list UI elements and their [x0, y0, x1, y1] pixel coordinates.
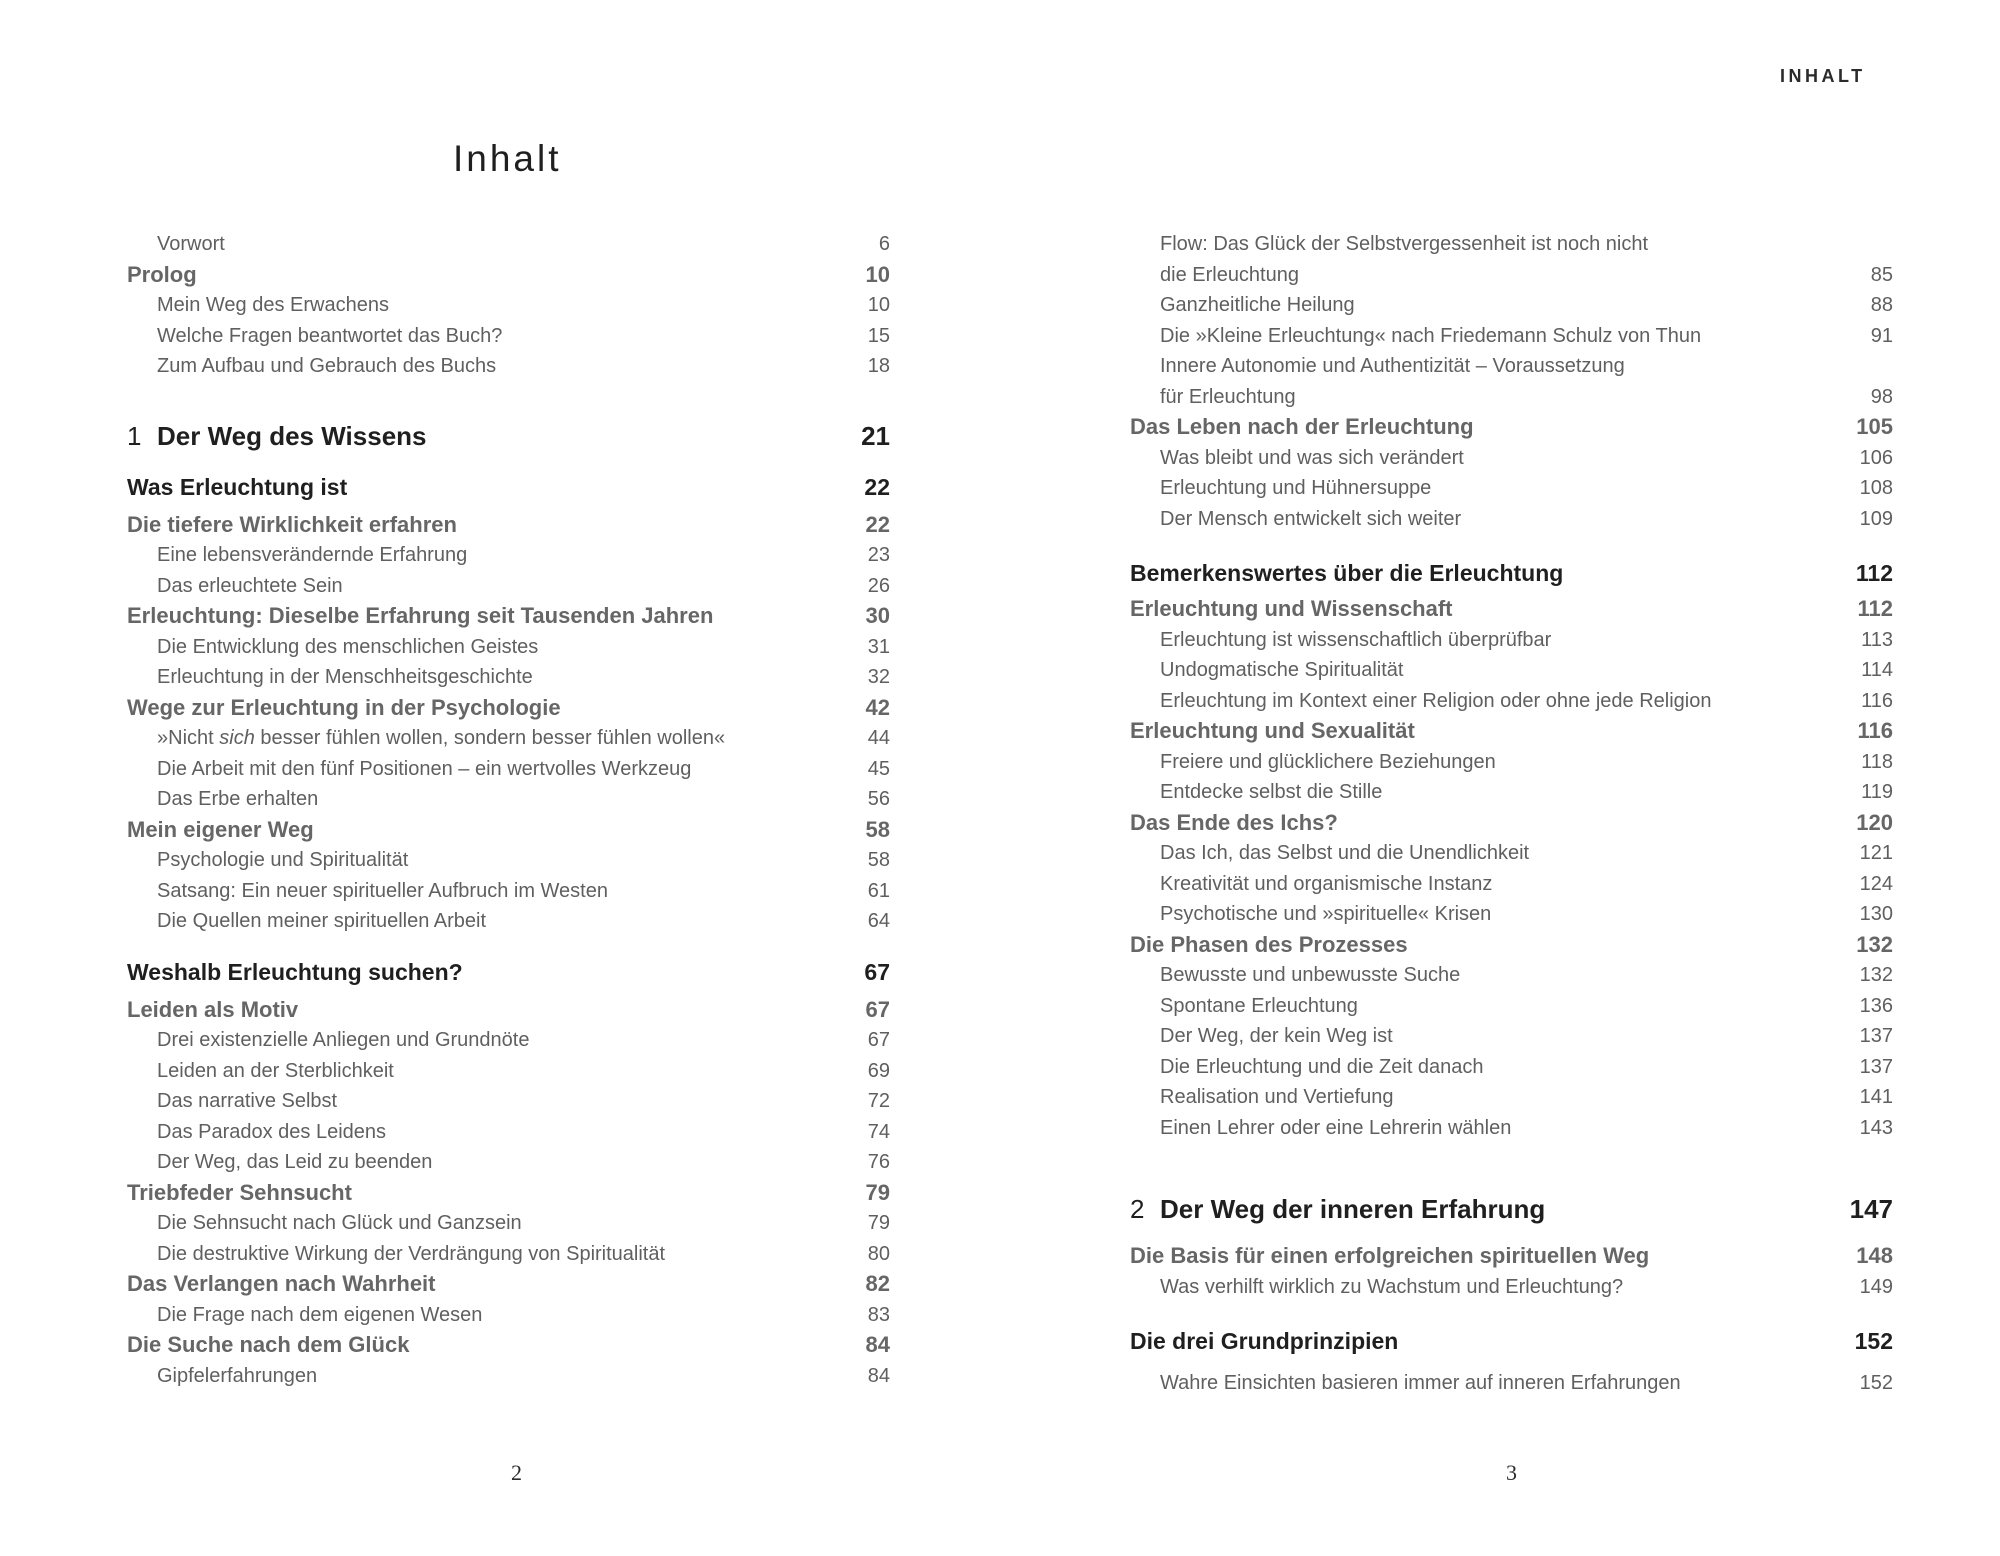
- toc-entry: [1130, 869, 1893, 900]
- toc-entry-title: Erleuchtung und Wissenschaft: [1130, 596, 1453, 621]
- toc-entry-page: 88: [1870, 294, 1893, 316]
- page-number-left: 2: [511, 1460, 522, 1485]
- toc-entry: [127, 229, 890, 260]
- toc-entry-page: 79: [867, 1212, 890, 1234]
- toc-entry-title: Ganzheitliche Heilung: [1160, 294, 1355, 316]
- toc-entry: [127, 1025, 890, 1056]
- toc-entry: [127, 1239, 890, 1270]
- toc-entry-title: Wahre Einsichten basieren immer auf inneren Erfahrungen: [1160, 1372, 1681, 1394]
- toc-entry-page: 85: [1870, 263, 1893, 286]
- toc-entry-title: Der Weg, der kein Weg ist: [1160, 1025, 1393, 1047]
- toc-entry-page: 6: [878, 233, 890, 255]
- toc-entry: [127, 601, 890, 632]
- toc-entry: [1130, 686, 1893, 717]
- toc-entry-title: Triebfeder Sehnsucht: [127, 1179, 352, 1205]
- toc-entry-title: Was verhilft wirklich zu Wachstum und Erleuchtung?: [1160, 1275, 1624, 1298]
- toc-entry-title: Die tiefere Wirklichkeit erfahren: [127, 511, 457, 537]
- toc-entry: [127, 1147, 890, 1178]
- toc-entry: [1130, 930, 1893, 961]
- toc-entry-page: 98: [1870, 385, 1893, 408]
- toc-entry: [1130, 504, 1893, 535]
- toc-entry-page: 116: [1861, 689, 1893, 712]
- toc-entry-page: 64: [867, 910, 890, 932]
- toc-entry-page: 116: [1857, 718, 1893, 743]
- toc-entry-title: Wege zur Erleuchtung in der Psychologie: [127, 694, 561, 720]
- toc-entry: [127, 723, 890, 754]
- toc-entry: [127, 632, 890, 663]
- toc-entry-page: 152: [1854, 1328, 1893, 1354]
- toc-entry-page: 118: [1861, 750, 1893, 773]
- toc-entry: [127, 662, 890, 693]
- toc-entry-title: Die drei Grundprinzipien: [1130, 1328, 1399, 1354]
- toc-entry-title: Vorwort: [157, 233, 225, 255]
- toc-entry-page: 109: [1859, 507, 1893, 530]
- toc-entry-page: 119: [1861, 781, 1893, 803]
- toc-entry-title: Erleuchtung und Sexualität: [1130, 718, 1415, 743]
- toc-entry-title: Flow: Das Glück der Selbstvergessenheit ist noch nicht: [1160, 233, 1648, 255]
- toc-entry-page: 26: [867, 574, 890, 597]
- toc-entry-title: Das Erbe erhalten: [157, 788, 319, 810]
- toc-entry-title: Kreativität und organismische Instanz: [1160, 872, 1493, 895]
- toc-entry: [127, 571, 890, 602]
- toc-entry-page: 18: [867, 355, 890, 377]
- toc-entry-title-part: »Nicht: [157, 727, 220, 749]
- toc-entry-title: Das Paradox des Leidens: [157, 1120, 387, 1143]
- toc-entry-page: 22: [865, 511, 890, 537]
- toc-entry: [1130, 960, 1893, 991]
- toc-entry-page: 15: [867, 324, 890, 347]
- toc-entry: [1130, 777, 1893, 808]
- toc-entry-page: 137: [1859, 1025, 1893, 1047]
- toc-entry-page: 91: [1870, 324, 1893, 347]
- toc-entry: [1130, 443, 1893, 474]
- toc-entry: [127, 784, 890, 815]
- toc-entry-title: Undogmatische Spiritualität: [1160, 659, 1404, 681]
- toc-entry-title: Die Quellen meiner spirituellen Arbeit: [157, 910, 487, 932]
- toc-entry-title: Das erleuchtete Sein: [157, 574, 343, 597]
- toc-entry: [1130, 473, 1893, 504]
- toc-entry-page: 69: [867, 1059, 890, 1082]
- toc-entry-title: Das Verlangen nach Wahrheit: [127, 1271, 436, 1296]
- toc-entry-page: 31: [867, 635, 890, 658]
- toc-entry-page: 114: [1861, 659, 1893, 681]
- toc-entry-title: [1130, 1189, 1893, 1229]
- toc-entry-page: 44: [867, 727, 890, 749]
- toc-entry-page: 82: [865, 1271, 890, 1296]
- toc-entry: [1130, 260, 1893, 291]
- chapter-title: Der Weg des Wissens: [157, 420, 427, 451]
- toc-entry-page: 79: [865, 1179, 890, 1205]
- toc-entry: [127, 1361, 890, 1392]
- toc-entry-title: Leiden als Motiv: [127, 996, 299, 1022]
- toc-entry-page: 80: [867, 1242, 890, 1265]
- toc-left-column: [127, 229, 890, 1391]
- chapter-title: Der Weg der inneren Erfahrung: [1160, 1194, 1546, 1224]
- toc-entry-page: 112: [1857, 596, 1893, 621]
- toc-entry-title: Einen Lehrer oder eine Lehrerin wählen: [1160, 1116, 1512, 1139]
- toc-entry-title: Welche Fragen beantwortet das Buch?: [157, 324, 503, 347]
- toc-entry-title: Entdecke selbst die Stille: [1160, 781, 1383, 803]
- toc-entry-page: 121: [1859, 842, 1893, 864]
- toc-entry-title: Erleuchtung: Dieselbe Erfahrung seit Tausenden Jahren: [127, 603, 714, 628]
- toc-entry-page: 141: [1859, 1086, 1893, 1108]
- toc-entry: [127, 1086, 890, 1117]
- toc-entry-page: 22: [864, 473, 890, 500]
- toc-entry-title: Erleuchtung im Kontext einer Religion oder ohne jede Religion: [1160, 689, 1712, 712]
- toc-entry-page: 106: [1859, 446, 1893, 469]
- toc-entry: [127, 693, 890, 724]
- toc-entry-page: 21: [861, 420, 890, 451]
- toc-entry-title: Die Suche nach dem Glück: [127, 1332, 410, 1357]
- toc-entry-title: Spontane Erleuchtung: [1160, 994, 1358, 1017]
- toc-entry: [1130, 899, 1893, 930]
- toc-entry-page: 67: [864, 958, 890, 985]
- toc-entry-page: 76: [867, 1151, 890, 1173]
- toc-entry: [1130, 594, 1893, 625]
- toc-entry: [127, 953, 890, 991]
- toc-entry-page: 149: [1859, 1275, 1893, 1298]
- toc-entry-title: Weshalb Erleuchtung suchen?: [127, 958, 463, 985]
- toc-entry: [127, 995, 890, 1026]
- toc-entry-title: für Erleuchtung: [1160, 385, 1296, 408]
- toc-entry: [1130, 716, 1893, 747]
- toc-entry-title: Der Weg, das Leid zu beenden: [157, 1151, 433, 1173]
- toc-entry-title: Was Erleuchtung ist: [127, 473, 348, 500]
- toc-entry-title-part: besser fühlen wollen, sondern besser fühlen wollen«: [254, 727, 726, 749]
- toc-entry-title: Die Arbeit mit den fünf Positionen – ein wertvolles Werkzeug: [157, 757, 692, 780]
- toc-entry-page: 67: [865, 996, 890, 1022]
- toc-entry: [127, 815, 890, 846]
- toc-entry-title: Satsang: Ein neuer spiritueller Aufbruch im Westen: [157, 879, 608, 902]
- toc-entry: [127, 1056, 890, 1087]
- page-number-right: 3: [1506, 1460, 1517, 1485]
- toc-entry-page: 74: [867, 1120, 890, 1143]
- toc-entry: [127, 876, 890, 907]
- toc-entry: [1130, 1052, 1893, 1083]
- toc-entry-page: 136: [1859, 994, 1893, 1017]
- toc-entry: [127, 321, 890, 352]
- toc-entry-page: 108: [1859, 477, 1893, 499]
- toc-entry: [1130, 290, 1893, 321]
- toc-entry: [1130, 1322, 1893, 1360]
- toc-entry-title: Die Basis für einen erfolgreichen spirituellen Weg: [1130, 1243, 1650, 1268]
- toc-entry-title: die Erleuchtung: [1160, 263, 1299, 286]
- toc-entry-page: 42: [865, 694, 890, 720]
- toc-entry-title: Bemerkenswertes über die Erleuchtung: [1130, 560, 1564, 586]
- toc-entry-title: Das Leben nach der Erleuchtung: [1130, 414, 1474, 439]
- toc-entry-page: 10: [865, 261, 890, 287]
- toc-entry-page: 58: [865, 816, 890, 842]
- toc-entry-title: Drei existenzielle Anliegen und Grundnöte: [157, 1029, 530, 1051]
- toc-entry: [127, 906, 890, 937]
- toc-entry-page: 105: [1856, 414, 1893, 439]
- toc-entry-page: 58: [867, 849, 890, 871]
- toc-entry-page: 148: [1856, 1243, 1893, 1268]
- toc-entry-page: 84: [865, 1332, 890, 1357]
- toc-entry: [1130, 808, 1893, 839]
- toc-entry-page: 113: [1861, 628, 1893, 651]
- toc-entry: [127, 1117, 890, 1148]
- toc-entry-title: Das narrative Selbst: [157, 1090, 338, 1112]
- toc-entry: [1130, 655, 1893, 686]
- toc-entry-page: 23: [867, 544, 890, 566]
- toc-entry: [127, 540, 890, 571]
- toc-entry-page: 143: [1859, 1116, 1893, 1139]
- toc-entry-title: Erleuchtung in der Menschheitsgeschichte: [157, 666, 533, 688]
- toc-entry: [1130, 1272, 1893, 1303]
- toc-entry: [1130, 321, 1893, 352]
- toc-entry: [1130, 554, 1893, 592]
- chapter-number: 1: [127, 420, 142, 451]
- toc-entry-page: 83: [867, 1303, 890, 1326]
- toc-entry: [127, 1208, 890, 1239]
- toc-entry-title: Das Ende des Ichs?: [1130, 809, 1338, 835]
- toc-entry-page: 112: [1855, 560, 1893, 586]
- toc-entry: [1130, 1241, 1893, 1272]
- toc-entry-title: Prolog: [127, 261, 197, 287]
- toc-entry-title: Die Erleuchtung und die Zeit danach: [1160, 1055, 1484, 1078]
- toc-entry: [127, 468, 890, 506]
- toc-entry-title-emphasis: sich: [219, 727, 255, 749]
- toc-entry: [127, 754, 890, 785]
- toc-entry-title: Psychologie und Spiritualität: [157, 849, 409, 871]
- toc-entry-title: Die Frage nach dem eigenen Wesen: [157, 1303, 483, 1326]
- toc-entry-page: 72: [867, 1090, 890, 1112]
- toc-entry-page: 130: [1859, 903, 1893, 925]
- toc-right-column: [1130, 229, 1893, 1399]
- toc-entry-page: 132: [1856, 931, 1893, 957]
- toc-entry: [1130, 1368, 1893, 1399]
- page-title: Inhalt: [453, 138, 562, 179]
- toc-entry-title: Erleuchtung und Hühnersuppe: [1160, 477, 1432, 499]
- toc-entry-page: 67: [867, 1029, 890, 1051]
- toc-entry-title: Der Mensch entwickelt sich weiter: [1160, 507, 1462, 530]
- toc-entry-title: Was bleibt und was sich verändert: [1160, 446, 1464, 469]
- toc-entry-title: Das Ich, das Selbst und die Unendlichkeit: [1160, 842, 1530, 864]
- toc-entry: [1130, 351, 1893, 382]
- toc-entry-page: 124: [1859, 872, 1893, 895]
- toc-entry: [1130, 1021, 1893, 1052]
- toc-entry: [1130, 229, 1893, 260]
- toc-entry-page: 132: [1859, 964, 1893, 986]
- toc-entry-title: Gipfelerfahrungen: [157, 1364, 318, 1387]
- toc-entry-title: Realisation und Vertiefung: [1160, 1086, 1394, 1108]
- toc-entry-title: [127, 416, 890, 456]
- running-head: INHALT: [1780, 66, 1866, 86]
- toc-entry-page: 56: [867, 788, 890, 810]
- toc-entry-title: Innere Autonomie und Authentizität – Voraussetzung: [1160, 355, 1625, 377]
- toc-entry-page: 32: [867, 666, 890, 688]
- toc-entry-page: 84: [867, 1364, 890, 1387]
- toc-entry-page: 61: [867, 879, 890, 902]
- toc-entry-title: Die Sehnsucht nach Glück und Ganzsein: [157, 1212, 522, 1234]
- toc-entry-page: 120: [1856, 809, 1893, 835]
- toc-entry: [127, 260, 890, 291]
- toc-entry-page: 147: [1849, 1194, 1893, 1224]
- toc-entry: [1130, 747, 1893, 778]
- toc-entry: [127, 1330, 890, 1361]
- toc-entry: [1130, 838, 1893, 869]
- toc-entry: [127, 416, 890, 456]
- toc-entry: [127, 1269, 890, 1300]
- toc-entry: [1130, 412, 1893, 443]
- toc-entry: [1130, 382, 1893, 413]
- toc-entry-page: 30: [865, 603, 890, 628]
- toc-entry: [127, 845, 890, 876]
- toc-entry-page: 45: [867, 757, 890, 780]
- toc-entry-title: Die »Kleine Erleuchtung« nach Friedemann Schulz von Thun: [1160, 324, 1702, 347]
- toc-entry: [127, 290, 890, 321]
- toc-entry-title: Mein Weg des Erwachens: [157, 294, 389, 316]
- toc-entry-title: Eine lebensverändernde Erfahrung: [157, 544, 468, 566]
- toc-entry-title: Psychotische und »spirituelle« Krisen: [1160, 903, 1492, 925]
- toc-entry-page: 137: [1859, 1055, 1893, 1078]
- chapter-number: 2: [1130, 1194, 1145, 1224]
- toc-entry-title: Bewusste und unbewusste Suche: [1160, 964, 1461, 986]
- toc-entry: [1130, 1189, 1893, 1229]
- toc-entry-title: Leiden an der Sterblichkeit: [157, 1059, 394, 1082]
- toc-entry-title: Freiere und glücklichere Beziehungen: [1160, 750, 1496, 773]
- toc-entry: [1130, 1082, 1893, 1113]
- toc-entry-title: [127, 723, 890, 754]
- toc-entry-title: Die destruktive Wirkung der Verdrängung von Spiritualität: [157, 1242, 666, 1265]
- toc-entry: [127, 351, 890, 382]
- toc-entry: [1130, 991, 1893, 1022]
- toc-entry-title: Erleuchtung ist wissenschaftlich überprüfbar: [1160, 628, 1552, 651]
- toc-entry-title: Die Phasen des Prozesses: [1130, 931, 1408, 957]
- toc-entry: [1130, 1113, 1893, 1144]
- toc-entry-page: 10: [867, 294, 890, 316]
- toc-entry: [127, 1300, 890, 1331]
- toc-entry: [127, 510, 890, 541]
- toc-entry-title: Zum Aufbau und Gebrauch des Buchs: [157, 355, 497, 377]
- toc-entry-title: Die Entwicklung des menschlichen Geistes: [157, 635, 539, 658]
- toc-entry: [1130, 625, 1893, 656]
- toc-entry-title: Mein eigener Weg: [127, 816, 314, 842]
- toc-entry: [127, 1178, 890, 1209]
- toc-entry-page: 152: [1859, 1372, 1893, 1394]
